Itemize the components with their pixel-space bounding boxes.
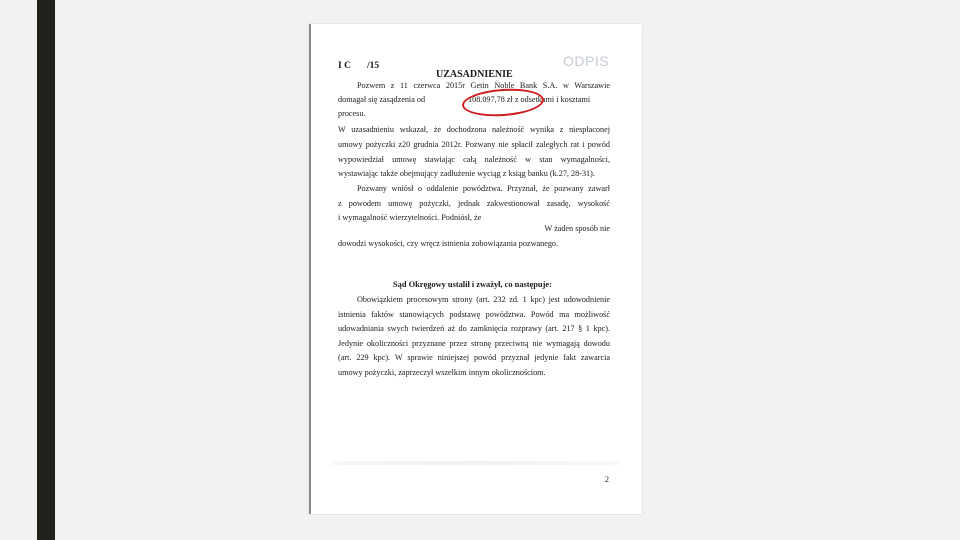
paragraph-line: W uzasadnieniu wskazał, że dochodzona należność wynika z niespłaconej bbox=[338, 125, 610, 134]
paragraph-line: umowy pożyczki z20 grudnia 2012r. Pozwany nie spłacił zaległych rat i powód bbox=[338, 140, 610, 149]
document-title: UZASADNIENIE bbox=[436, 69, 513, 80]
paragraph-line: Jedynie okoliczności przyznane przez stronę przeciwną nie wymagają dowodu bbox=[338, 339, 610, 348]
page-left-edge bbox=[309, 24, 311, 514]
paragraph-line: wystawiając także obejmujący zadłużenie wyciąg z ksiąg banku (k.27, 28-31). bbox=[338, 169, 595, 178]
paragraph-line: Pozwany wniósł o oddalenie powództwa. Przyznał, że pozwany zawarł bbox=[357, 184, 610, 193]
paragraph-line: Obowiązkiem procesowym strony (art. 232 zd. 1 kpc) jest udowodnienie bbox=[357, 295, 610, 304]
section-heading: Sąd Okręgowy ustalił i zważył, co następuje: bbox=[393, 280, 552, 289]
paragraph-line: W żaden sposób nie bbox=[544, 224, 610, 233]
paragraph-line: wypowiedział umowę stawiając całą należność w stan wymagalności, bbox=[338, 155, 610, 164]
paragraph-line: istnienia faktów stanowiących podstawę powództwa. Powód ma możliwość bbox=[338, 310, 610, 319]
paragraph-line: udowadniania swych twierdzeń aż do zamknięcia rozprawy (art. 217 § 1 kpc). bbox=[338, 324, 610, 333]
paragraph-line: dowodzi wysokości, czy wręcz istnienia zobowiązania pozwanego. bbox=[338, 239, 559, 248]
paragraph-line: (art. 229 kpc). W sprawie niniejszej powód przyznał jedynie fakt zawarcia bbox=[338, 353, 610, 362]
faint-bleedthrough bbox=[331, 461, 621, 465]
paragraph-line: domagał się zasądzenia od bbox=[338, 95, 426, 104]
paragraph-line: procesu. bbox=[338, 109, 366, 118]
paragraph-line: umowy pożyczki, zaprzeczył wszelkim innym okolicznościom. bbox=[338, 368, 546, 377]
left-accent-bar bbox=[37, 0, 55, 540]
case-prefix: I C bbox=[338, 61, 351, 71]
paragraph-line: Pozwem z 11 czerwca 2015r Getin Noble Bank S.A. w Warszawie bbox=[357, 81, 610, 90]
page-number: 2 bbox=[605, 475, 609, 484]
odpis-stamp: ODPIS bbox=[563, 53, 610, 69]
paragraph-line: z powodem umowę pożyczki, jednak zakwestionował zasadę, wysokość bbox=[338, 199, 610, 208]
claim-amount: 108.097,78 zł z odsetkami i kosztami bbox=[468, 95, 591, 104]
document-page bbox=[309, 24, 642, 514]
case-number-suffix: /15 bbox=[367, 61, 380, 71]
paragraph-line: i wymagalność wierzytelności. Podniósł, że bbox=[338, 213, 482, 222]
